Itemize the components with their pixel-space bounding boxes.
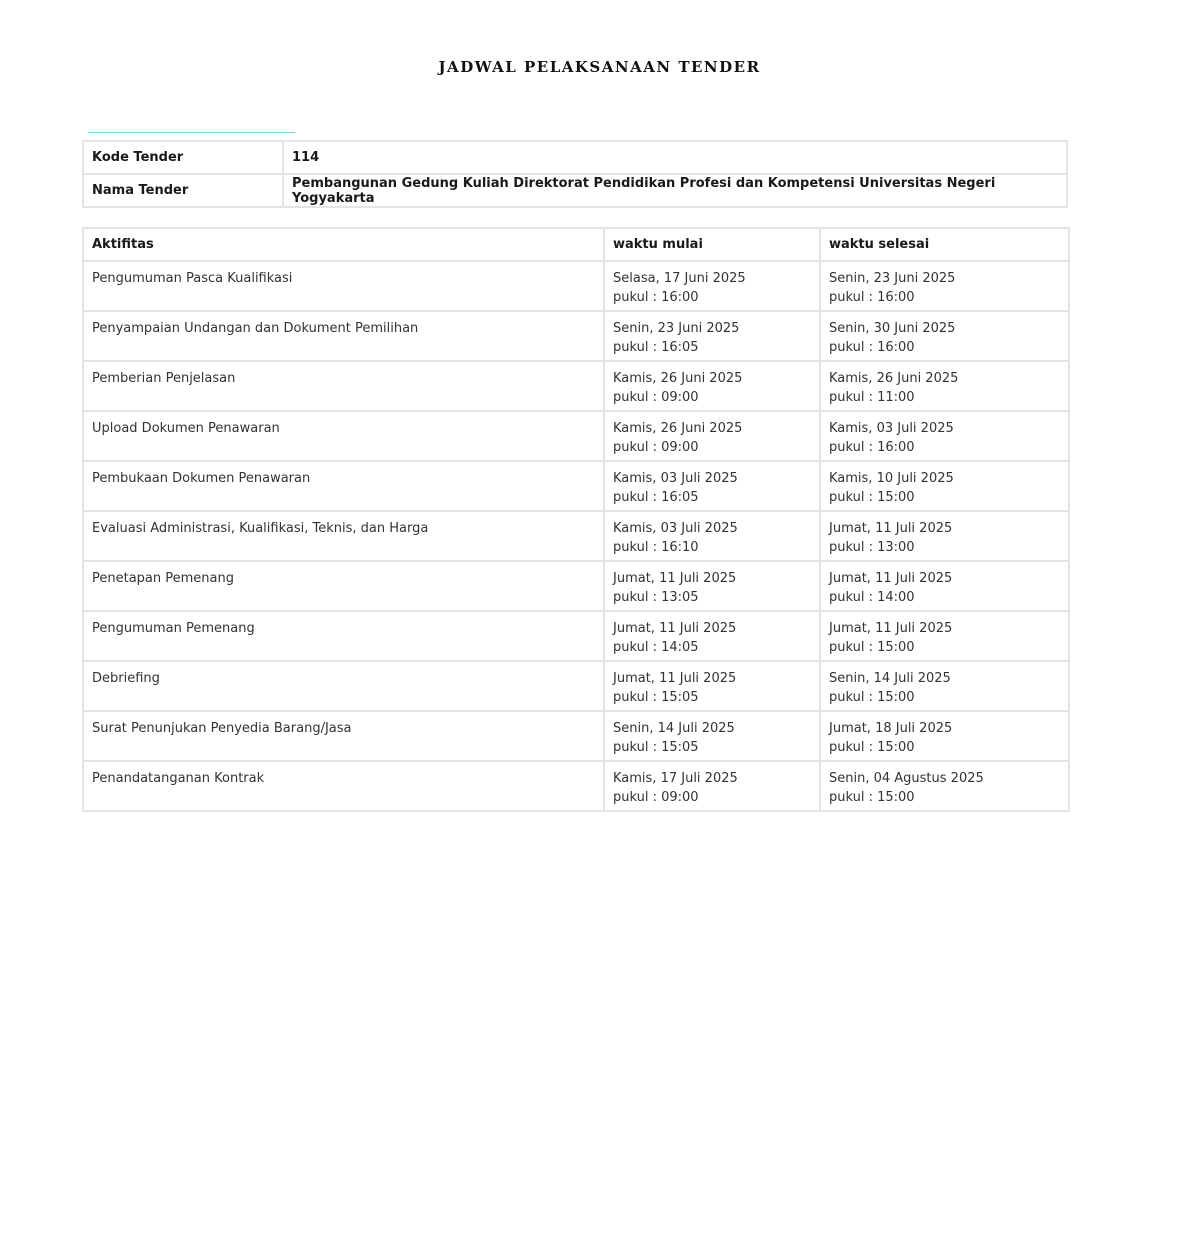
end-time-cell (820, 411, 1069, 461)
tender-info-table (82, 140, 1068, 208)
end-time: pukul : 16:00 (829, 340, 915, 355)
start-date: Kamis, 17 Juli 2025 (613, 771, 738, 786)
schedule-row (83, 361, 1069, 411)
header-end-time: waktu selesai (820, 228, 1069, 261)
activity-cell: Debriefing (83, 661, 604, 711)
end-date: Jumat, 11 Juli 2025 (829, 571, 953, 586)
start-time-cell (604, 561, 820, 611)
start-time-cell (604, 311, 820, 361)
start-date: Jumat, 11 Juli 2025 (613, 571, 737, 586)
start-time-cell (604, 761, 820, 811)
end-time-cell (820, 361, 1069, 411)
accent-divider (88, 132, 295, 133)
schedule-row (83, 561, 1069, 611)
start-time-cell (604, 461, 820, 511)
tender-name-label: Nama Tender (83, 174, 283, 207)
start-time: pukul : 16:10 (613, 540, 699, 555)
schedule-row (83, 661, 1069, 711)
end-time-cell (820, 511, 1069, 561)
start-time-cell (604, 411, 820, 461)
schedule-row (83, 411, 1069, 461)
start-time: pukul : 13:05 (613, 590, 699, 605)
end-date: Senin, 30 Juni 2025 (829, 321, 956, 336)
schedule-row (83, 261, 1069, 311)
end-time: pukul : 15:00 (829, 740, 915, 755)
end-time-cell (820, 761, 1069, 811)
start-time-cell (604, 361, 820, 411)
header-activity: Aktifitas (83, 228, 604, 261)
end-time-cell (820, 461, 1069, 511)
start-date: Senin, 14 Juli 2025 (613, 721, 735, 736)
activity-cell: Penandatanganan Kontrak (83, 761, 604, 811)
end-time: pukul : 16:00 (829, 440, 915, 455)
activity-cell: Pengumuman Pasca Kualifikasi (83, 261, 604, 311)
start-date: Senin, 23 Juni 2025 (613, 321, 740, 336)
activity-cell: Evaluasi Administrasi, Kualifikasi, Teknis, dan Harga (83, 511, 604, 561)
end-time: pukul : 11:00 (829, 390, 915, 405)
end-time: pukul : 15:00 (829, 790, 915, 805)
activity-cell: Upload Dokumen Penawaran (83, 411, 604, 461)
end-time-cell (820, 611, 1069, 661)
start-time-cell (604, 261, 820, 311)
start-date: Kamis, 26 Juni 2025 (613, 371, 743, 386)
end-date: Kamis, 03 Juli 2025 (829, 421, 954, 436)
tender-code-label: Kode Tender (83, 141, 283, 174)
schedule-row (83, 711, 1069, 761)
start-time: pukul : 16:00 (613, 290, 699, 305)
start-date: Selasa, 17 Juni 2025 (613, 271, 746, 286)
end-time: pukul : 15:00 (829, 640, 915, 655)
start-time-cell (604, 611, 820, 661)
end-time-cell (820, 311, 1069, 361)
end-date: Senin, 14 Juli 2025 (829, 671, 951, 686)
schedule-table (82, 227, 1070, 812)
end-date: Kamis, 26 Juni 2025 (829, 371, 959, 386)
page-title: JADWAL PELAKSANAAN TENDER (438, 58, 761, 76)
end-date: Kamis, 10 Juli 2025 (829, 471, 954, 486)
end-date: Jumat, 11 Juli 2025 (829, 621, 953, 636)
end-time-cell (820, 661, 1069, 711)
start-time: pukul : 15:05 (613, 690, 699, 705)
schedule-row (83, 461, 1069, 511)
start-time: pukul : 15:05 (613, 740, 699, 755)
end-date: Jumat, 11 Juli 2025 (829, 521, 953, 536)
header-start-time: waktu mulai (604, 228, 820, 261)
end-date: Senin, 23 Juni 2025 (829, 271, 956, 286)
start-time-cell (604, 711, 820, 761)
end-time-cell (820, 561, 1069, 611)
start-time: pukul : 14:05 (613, 640, 699, 655)
activity-cell: Pembukaan Dokumen Penawaran (83, 461, 604, 511)
end-time-cell (820, 261, 1069, 311)
activity-cell: Pemberian Penjelasan (83, 361, 604, 411)
activity-cell: Penyampaian Undangan dan Dokument Pemilihan (83, 311, 604, 361)
start-date: Kamis, 26 Juni 2025 (613, 421, 743, 436)
tender-code-row (83, 141, 1067, 174)
start-time: pukul : 09:00 (613, 440, 699, 455)
schedule-row (83, 311, 1069, 361)
end-date: Senin, 04 Agustus 2025 (829, 771, 984, 786)
activity-cell: Surat Penunjukan Penyedia Barang/Jasa (83, 711, 604, 761)
start-time: pukul : 16:05 (613, 340, 699, 355)
end-time: pukul : 15:00 (829, 490, 915, 505)
tender-code-value: 114 (283, 141, 1067, 174)
end-date: Jumat, 18 Juli 2025 (829, 721, 953, 736)
start-time-cell (604, 661, 820, 711)
activity-cell: Penetapan Pemenang (83, 561, 604, 611)
start-time: pukul : 09:00 (613, 390, 699, 405)
end-time: pukul : 14:00 (829, 590, 915, 605)
start-date: Kamis, 03 Juli 2025 (613, 521, 738, 536)
end-time: pukul : 15:00 (829, 690, 915, 705)
start-date: Kamis, 03 Juli 2025 (613, 471, 738, 486)
start-time: pukul : 16:05 (613, 490, 699, 505)
start-time-cell (604, 511, 820, 561)
schedule-row (83, 761, 1069, 811)
schedule-header-row (83, 228, 1069, 261)
end-time: pukul : 13:00 (829, 540, 915, 555)
schedule-row (83, 611, 1069, 661)
activity-cell: Pengumuman Pemenang (83, 611, 604, 661)
end-time-cell (820, 711, 1069, 761)
start-date: Jumat, 11 Juli 2025 (613, 621, 737, 636)
schedule-row (83, 511, 1069, 561)
start-date: Jumat, 11 Juli 2025 (613, 671, 737, 686)
tender-name-row (83, 174, 1067, 207)
tender-name-value: Pembangunan Gedung Kuliah Direktorat Pendidikan Profesi dan Kompetensi Universitas Negeri Yogyakarta (283, 174, 1067, 207)
end-time: pukul : 16:00 (829, 290, 915, 305)
start-time: pukul : 09:00 (613, 790, 699, 805)
